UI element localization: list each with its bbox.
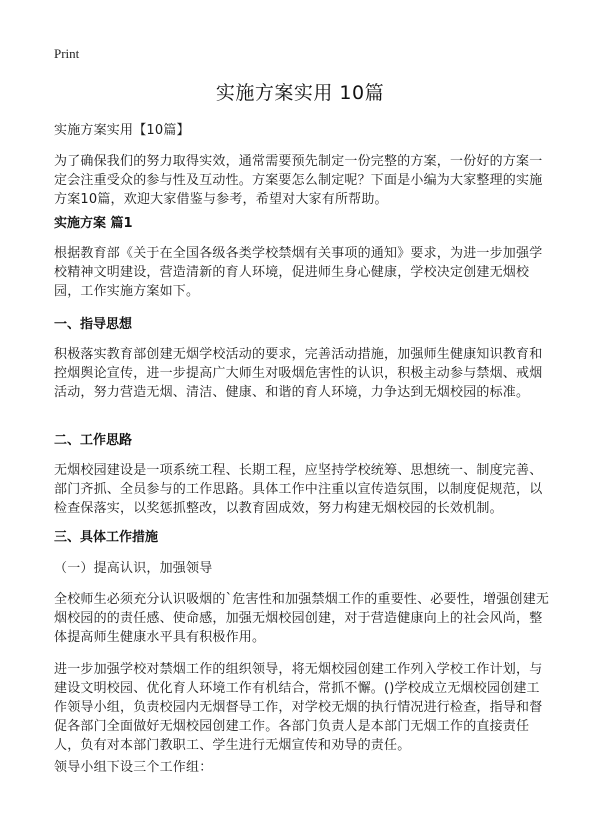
measures1-block — [54, 590, 550, 647]
paragraph-measures-1: 全校师生必须充分认识吸烟的`危害性和加强禁烟工作的重要性、必要性，增强创建无烟校园的的责任感、使命感，加强无烟校园创建，对于营造健康向上的社会风尚，整体提高师生健康水平具有积极作用。 — [54, 592, 550, 645]
last-block — [54, 758, 550, 777]
measures-heading-block — [54, 528, 550, 547]
guiding-heading-block — [54, 315, 550, 334]
paragraph-measures-2: 进一步加强学校对禁烟工作的组织领导，将无烟校园创建工作列入学校工作计划，与建设文明校园、优化育人环境工作有机结合，常抓不懈。()学校成立无烟校园创建工作领导小组，负责校园内无烟督导工作，对学校无烟的执行情况进行检查，指导和督促各部门全面做好无烟校园创建工作。各部门负责人是本部门无烟工作的直接责任人，负有对本部门教职工、学生进行无烟宣传和劝导的责任。 — [54, 662, 543, 753]
section-heading: 实施方案 篇1 — [54, 216, 133, 231]
subheading-leadership: （一）提高认识，加强领导 — [54, 561, 213, 576]
section1-heading-block — [54, 214, 550, 233]
paragraph-work-groups: 领导小组下设三个工作组： — [54, 760, 213, 775]
sub1-block — [54, 559, 550, 578]
measures2-block — [54, 660, 550, 755]
doc-subtitle: 实施方案实用【10篇】 — [54, 123, 190, 138]
section-intro-paragraph: 根据教育部《关于在全国各级各类学校禁烟有关事项的通知》要求，为进一步加强学校精神文明建设，营造清新的育人环境，促进师生身心健康，学校决定创建无烟校园，工作实施方案如下。 — [54, 246, 543, 299]
heading-work-approach: 二、工作思路 — [54, 433, 133, 448]
intro-paragraph: 为了确保我们的努力取得实效，通常需要预先制定一份完整的方案，一份好的方案一定会注重受众的参与性及互动性。方案要怎么制定呢？下面是小编为大家整理的实施方案10篇，欢迎大家借鉴与参考，希望对大家有所帮助。 — [54, 154, 543, 207]
approach-heading-block — [54, 431, 550, 450]
print-link[interactable]: Print — [54, 46, 80, 61]
intro-block — [54, 152, 550, 209]
approach-paragraph-block — [54, 461, 550, 518]
section1-intro-block — [54, 244, 550, 301]
guiding-paragraph-block — [54, 345, 550, 402]
subtitle-block — [54, 121, 550, 140]
heading-specific-measures: 三、具体工作措施 — [54, 530, 159, 545]
paragraph-work-approach: 无烟校园建设是一项系统工程、长期工程，应坚持学校统筹、思想统一、制度完善、部门齐抓、全员参与的工作思路。具体工作中注重以宣传造氛围，以制度促规范，以检查保落实，以奖惩抓整改，以教育固成效，努力构建无烟校园的长效机制。 — [54, 463, 543, 516]
heading-guiding-ideology: 一、指导思想 — [54, 317, 133, 332]
page-title: 实施方案实用 10篇 — [215, 82, 385, 104]
paragraph-guiding-ideology: 积极落实教育部创建无烟学校活动的要求，完善活动措施，加强师生健康知识教育和控烟舆论宣传，进一步提高广大师生对吸烟危害性的认识，积极主动参与禁烟、戒烟活动，努力营造无烟、清洁、健康、和谐的育人环境，力争达到无烟校园的标准。 — [54, 347, 543, 400]
